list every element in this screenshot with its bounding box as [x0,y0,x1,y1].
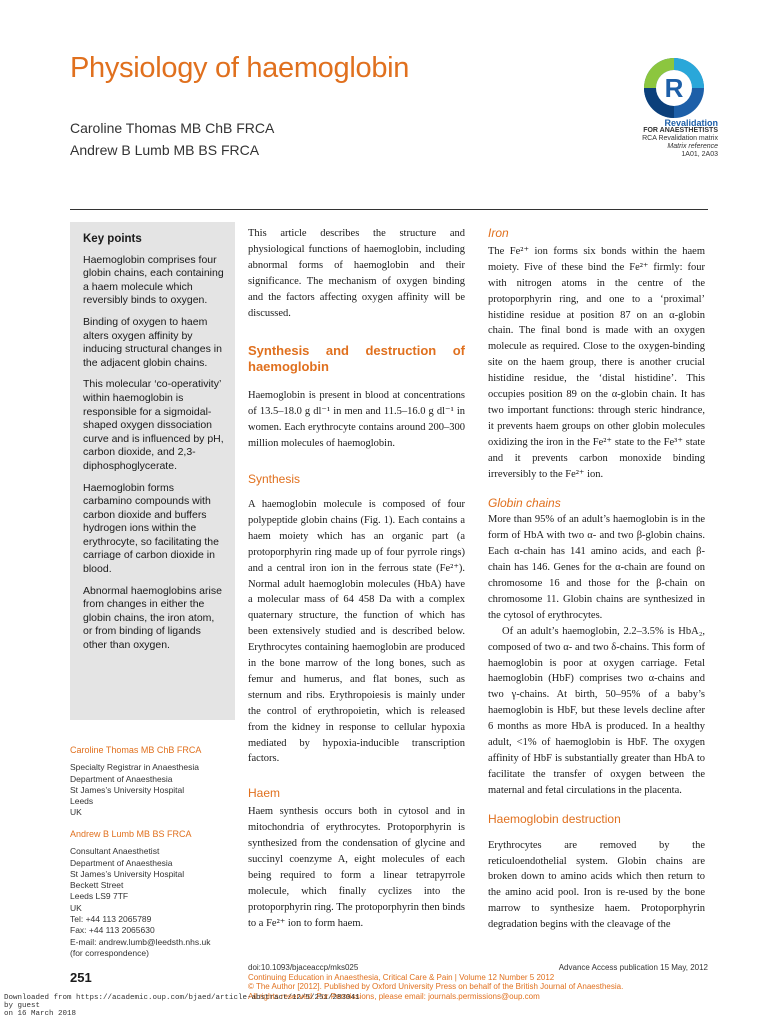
key-point: This molecular ‘co-operativity’ within haemoglobin is responsible for a sigmoidal-shaped oxygen dissociation curve and is influenced by pH, carbon dioxide, and 2,3-diphosphoglycerate. [83,378,224,472]
subsection-heading: Haemoglobin destruction [488,811,621,826]
paragraph: Haemoglobin is present in blood at concentrations of 13.5–18.0 g dl⁻¹ in men and 11.5–16.0 g dl⁻¹ in women. Each erythrocyte contains around 200–300 million molecules of haemoglobin. [248,390,465,450]
revalidation-text [588,119,718,159]
affiliation-line: Department of Anaesthesia [70,857,173,868]
journal-line: Continuing Education in Anaesthesia, Critical Care & Pain | Volume 12 Number 5 2012 [248,972,555,982]
email-link[interactable]: E-mail: andrew.lumb@leedsth.nhs.uk [70,936,211,947]
key-point: Haemoglobin comprises four globin chains, each containing a haem molecule which reversibly binds to oxygen. [83,253,224,307]
logo-line-1: RCA Revalidation matrix [642,135,718,142]
affiliation-line: Specialty Registrar in Anaesthesia [70,762,199,773]
affiliation-line: Fax: +44 113 2065630 [70,925,155,936]
key-point: Haemoglobin forms carbamino compounds with carbon dioxide and buffers hydrogen ions within the erythrocyte, so facilitating the carriage of carbon dioxide in blood. [83,481,219,576]
affiliation-line: Tel: +44 113 2065789 [70,914,152,925]
logo-line-3: 1A01, 2A03 [681,151,718,158]
logo-line-2: Matrix reference [667,143,718,150]
author-1: Caroline Thomas MB ChB FRCA [70,120,275,136]
column-middle [248,226,465,932]
section-heading: Synthesis and destruction of haemoglobin [248,343,465,375]
affiliation-line: Department of Anaesthesia [70,773,173,784]
svg-text:R: R [664,73,684,103]
copyright-line: © The Author [2012]. Published by Oxford University Press on behalf of the British Journal of Anaesthesia. [248,982,624,991]
subsection-heading: Iron [488,226,509,240]
advance-access: Advance Access publication 15 May, 2012 [558,963,708,972]
intro-paragraph: This article describes the structure and physiological functions of haemoglobin, including abnormal forms of haemoglobin and their significance. The mechanism of oxygen binding and the factors affecting oxygen affinity will be discussed. [248,228,465,319]
affiliation-name: Caroline Thomas MB ChB FRCA [70,745,202,755]
subsection-heading: Synthesis [248,472,301,487]
affiliation-line: UK [70,807,82,818]
affiliation-line: St James’s University Hospital [70,784,185,795]
subsection-heading: Haem [248,786,281,801]
key-point: Abnormal haemoglobins arise from changes in either the globin chains, the iron atom, or from binding of ligands other than oxygen. [83,584,222,652]
paragraph: Erythrocytes are removed by the reticuloendothelial system. Globin chains are broken down to amino acids which then return to the amino acid pool. Iron is re-used by the bone marrow to synthesize haem. Protoporphyrin degradation begins with the cleavage of the [488,839,705,931]
page-number: 251 [70,970,92,985]
key-point: Binding of oxygen to haem alters oxygen affinity by inducing structural changes in the adjacent globin chains. [83,315,222,369]
affiliation-line: UK [70,902,82,913]
rights-line[interactable]: All rights reserved. For Permissions, please email: journals.permissions@oup.com [248,991,540,1001]
download-watermark: Downloaded from https://academic.oup.com/bjaed/article-abstract/12/5/251/283041 by guest on 16 March 2018 [4,994,360,1019]
paragraph: Of an adult’s haemoglobin, 2.2–3.5% is HbA₂, composed of two α- and two δ-chains. This form of haemoglobin is poor at oxygen carriage. Fetal haemoglobin (HbF) comprises two α-chains and two γ-chains. At birth, 50–95% of a baby’s haemoglobin is HbF, but these levels decline after 6 months as more HbA is produced. In a healthy adult, <1% of haemoglobin is HbF. The oxygen affinity of HbF is substantially greater than HbA to facilitate the transfer of oxygen between the maternal and fetal circulations in the placenta. [488,625,705,796]
affiliation-2 [70,829,240,959]
affiliation-1 [70,745,240,819]
revalidation-badge-icon [632,56,716,120]
affiliation-name: Andrew B Lumb MB BS FRCA [70,829,192,839]
paragraph: The Fe²⁺ ion forms six bonds within the haem moiety. Five of these bind the Fe²⁺ firmly: four with nitrogen atoms in the centre of the protoporphyrin ring, and one to a ‘proximal’ histidine residue at position 87 on an α-globin chain. The final bond is made with an oxygen molecule as required. Close to the oxygen-binding site on the haem group, there is another crucial histidine residue, the ‘distal histidine’. This occupies position 89 on the α-globin chain. It has two important functions: through steric hindrance, it prevents haem groups on other globin molecules oxidizing the iron in the Fe²⁺ state to the Fe³⁺ state and it prevents carbon monoxide binding irreversibly to the Fe²⁺ ion. [488,245,705,480]
logo-for: FOR ANAESTHETISTS [643,127,718,134]
affiliation-line: (for correspondence) [70,947,149,958]
key-points-heading: Key points [83,233,142,245]
author-2: Andrew B Lumb MB BS FRCA [70,142,260,158]
affiliation-line: Leeds LS9 7TF [70,891,129,902]
doi-link[interactable]: doi:10.1093/bjaceaccp/mks025 [248,963,359,972]
paragraph: More than 95% of an adult’s haemoglobin is in the form of HbA with two α- and two β-globin chains. Each α-chain has 141 amino acids, and each β-chain has 146. Genes for the α-chain are found on chromosome 16 and those for the β-chain on chromosome 11. Globin chains are synthesized in the cytosol of erythrocytes. [488,514,705,621]
key-points-box [70,222,235,720]
affiliation-line: Leeds [70,796,94,807]
affiliation-line: Beckett Street [70,880,124,891]
header-rule [70,209,708,210]
subsection-heading: Globin chains [488,495,561,510]
paragraph: A haemoglobin molecule is composed of four polypeptide globin chains (Fig. 1). Each contains a haem moiety which has an organic part (a protoporphyrin ring made up of four pyrrole rings) and a central iron ion in the ferrous state (Fe²⁺). Normal adult haemoglobin molecules (HbA) have a molecular mass of 64 458 Da with a complex quaternary structure, the function of which has been extensively studied and is described below. Erythrocytes containing haemoglobin are produced in the bone marrow of the long bones, such as femur and humerus, and flat bones, such as sternum and ribs. Erythropoiesis is mainly under the control of erythropoietin, which is released from the kidney in response to cellular hypoxia mediated by hypoxia-inducible transcription factors. [248,498,465,765]
affiliation-line: Consultant Anaesthetist [70,846,160,857]
column-right [488,226,705,933]
affiliation-line: St James’s University Hospital [70,868,185,879]
revalidation-logo [632,56,716,120]
logo-brand: Revalidation [664,118,718,128]
article-title: Physiology of haemoglobin [70,52,410,84]
paragraph: Haem synthesis occurs both in cytosol and in mitochondria of erythrocytes. Protoporphyrin is synthesized from the condensation of glycine and succinyl coenzyme A, eight molecules of each being required to form a linear tetrapyrrole molecule, which finally cyclizes into the protoporphyrin ring. The protoporphyrin then binds to a Fe²⁺ ion to form haem. [248,806,465,929]
